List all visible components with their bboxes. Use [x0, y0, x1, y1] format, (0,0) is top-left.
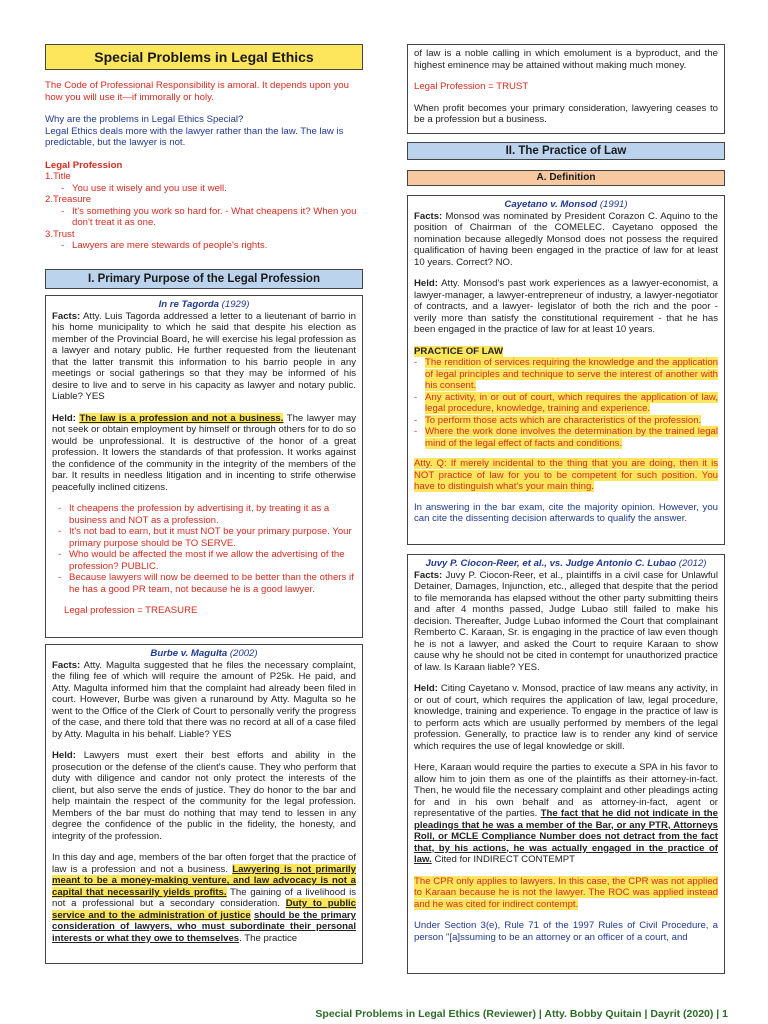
page-footer: Special Problems in Legal Ethics (Reviewer) | Atty. Bobby Quitain | Dayrit (2020) | 1 — [315, 1008, 728, 1020]
tagorda-note: - Who would be affected the most if we allow the advertising of the profession? PUBLIC. — [58, 549, 356, 572]
case-facts — [414, 211, 718, 269]
held-label: Held: — [52, 750, 76, 761]
p2-tail: Cited for INDIRECT CONTEMPT — [434, 854, 576, 865]
case-year: (1929) — [221, 299, 250, 310]
held-label: Held: — [414, 278, 438, 289]
tagorda-tail: Legal profession = TREASURE — [64, 605, 198, 616]
case-held — [414, 278, 718, 336]
lp-trust-list — [61, 240, 365, 252]
p2-highlight: Duty to public service and to the administration of justice — [52, 898, 356, 921]
practice-of-law-heading — [414, 346, 718, 358]
lp-title-list — [61, 183, 365, 195]
intro-section — [45, 80, 365, 252]
case-facts — [414, 570, 718, 674]
lp-trust-bullet: - Lawyers are mere stewards of people's rights. — [61, 240, 365, 252]
tagorda-note: - It's not bad to earn, but it must NOT be your primary purpose. Your primary purpose should be TO SERVE. — [58, 526, 356, 549]
subsection-a-title: A. Definition — [536, 172, 596, 183]
legal-profession-heading: Legal Profession — [45, 159, 123, 171]
continuation-text: of law is a noble calling in which emolument is a byproduct, and the highest eminence may be attained without making much money. — [414, 48, 718, 71]
tagorda-notes — [58, 503, 356, 595]
intro-text: The Code of Professional Responsibility is amoral. It depends upon you how you will use it—if immorally or holy. — [45, 80, 349, 103]
case-box-cayetano — [407, 195, 725, 545]
case-name: Burbe v. Magulta — [150, 648, 228, 659]
p2-highlight: Lawyering is not primarily meant to be a money-making venture, and law advocacy is not a capital that necessarily yields profits. — [52, 863, 356, 898]
facts-label: Facts: — [52, 659, 81, 671]
pol-item-text: To perform those acts which are characteristics of the profession. — [425, 414, 702, 426]
case-year: (2012) — [678, 558, 707, 569]
case-name: Juvy P. Ciocon-Reer, et al., vs. Judge Antonio C. Lubao — [425, 558, 677, 569]
case-title — [414, 558, 718, 570]
case-name: Cayetano v. Monsod — [504, 199, 598, 210]
main-title-banner — [45, 44, 363, 70]
rule-71-note: Under Section 3(e), Rule 71 of the 1997 Rules of Civil Procedure, a person "[a]ssuming to be an attorney or an officer of a court, and — [414, 920, 718, 943]
tagorda-note: - It cheapens the profession by advertising it, by treating it as a business and NOT as a profession. — [58, 503, 356, 526]
held-text: Atty. Monsod's past work experiences as a lawyer-economist, a lawyer-manager, a lawyer-entrepreneur of industry, a lawyer-negotiator of contracts, and a lawyer- legislator of both the rich and the poor - verily more than satisfy the constitutional requirement - that he has been engaged in the practice of law for at least 10 years. — [414, 278, 719, 335]
held-label: Held: — [52, 412, 76, 424]
case-facts — [52, 311, 356, 403]
pol-item — [414, 357, 718, 392]
continuation-box — [407, 44, 725, 134]
case-box-ciocon-reer — [407, 554, 725, 974]
legal-profession-trust: Legal Profession = TRUST — [414, 81, 529, 92]
cpr-text: The CPR only applies to lawyers. In this case, the CPR was not applied to Karaan because he is not the lawyer. The ROC was applied instead and he was cited for indirect contempt. — [414, 875, 718, 910]
facts-text: Atty. Magulta suggested that he files the necessary complaint, the filing fee of which will require the amount of P25k. He paid, and Atty. Magulta informed him that the complaint had already been filed in court. However, Burbe was given a runaround by Atty. Magulta so he went to the Office of the Clerk of Court to personally verify the progress of the case, and there told that there was no record at all of a case filed by Atty. Magulta in his behalf. Liable? YES — [52, 659, 356, 740]
case-title — [414, 199, 718, 211]
held-text: Citing Cayetano v. Monsod, practice of law means any activity, in or out of court, which requires the application of law, legal procedure, knowledge, training and experience. To engage in the practice of law is to perform acts which are usually performed by members of the legal profession. Generally, to practice law is to render any kind of service which requires the use of legal knowledge or skill. — [414, 683, 718, 752]
p2-part: . The practice — [239, 932, 298, 944]
lp-item-treasure: 2.Treasure — [45, 194, 92, 205]
pol-item — [414, 392, 718, 415]
case-held — [52, 413, 356, 494]
p2-bold: The fact that he did not indicate in the pleadings that he was a member of the Bar, or any PTR, Attorneys Roll, or MCLE Compliance Number does not detract from the fact that, by his actions, he was actually engaged in the practice of law. — [414, 808, 719, 865]
p2-part: The gaining of a livelihood is not a professional but a secondary consideration. — [52, 886, 356, 909]
facts-label: Facts: — [52, 310, 81, 322]
cpr-note — [414, 876, 718, 911]
lp-treasure-bullet: - It's something you work so hard for. - What cheapens it? When you don't treat it as one. — [61, 206, 365, 229]
facts-text: Atty. Luis Tagorda addressed a letter to a lieutenant of barrio in his home municipality to which he said that despite his election as member of the Provincial Board, he will exercise his legal profession as a lawyer and notary public. He further requested from the lieutenant that the latter transmit this information to his barrio people in any meetings or social gatherings so that they may be informed of his desire to live and to serve in his capacity as lawyer and notary public. Liable? YES — [52, 310, 356, 402]
case-title — [52, 648, 356, 660]
karaan-paragraph — [414, 762, 718, 866]
p2-part: In this day and age, members of the bar often forget that the practice of law is a profession and not a business. — [52, 852, 356, 875]
case-year: (1991) — [599, 199, 628, 210]
p2-bold: should be the primary consideration of lawyers, who must subordinate their personal interests or what they owe to themselves — [52, 909, 356, 944]
facts-text: Juvy P. Ciocon-Reer, et al., plaintiffs in a civil case for Unlawful Detainer, Damages, Injunction, etc., alleged that despite that the period to file memoranda has elapsed without the other party submitting theirs and after 4 months passed, Judge Lubao still failed to make his decision. Thereafter, Judge Lubao informed the Court that complainant Remberto C. Karaan, Sr. is engaging in the practice of law even though he is not a lawyer, and asked the Court to require Karaan to show cause why he should not be cited in contempt for unauthorized practice of law. Is Karaan liable? YES. — [414, 569, 718, 673]
page-title: Special Problems in Legal Ethics — [94, 49, 314, 65]
pol-item-text: Any activity, in or out of court, which requires the application of law, legal procedure, knowledge, training and experience. — [425, 391, 718, 414]
pol-title: PRACTICE OF LAW — [414, 345, 504, 357]
pol-item — [414, 415, 718, 427]
facts-label: Facts: — [414, 569, 443, 581]
case-held — [414, 683, 718, 752]
case-facts — [52, 660, 356, 741]
pol-item-text: The rendition of services requiring the knowledge and the application of legal principles and technique to serve the interest of another with his consent. — [425, 357, 718, 391]
intro-question: Why are the problems in Legal Ethics Special? — [45, 114, 244, 125]
intro-answer: Legal Ethics deals more with the lawyer rather than the law. The law is predictable, but the lawyer is not. — [45, 125, 344, 148]
pol-item-text: Where the work done involves the determination by the trained legal mind of the legal effect of facts and conditions. — [425, 426, 718, 449]
case-year: (2002) — [229, 648, 258, 659]
case-held — [52, 750, 356, 842]
profit-note: When profit becomes your primary consideration, lawyering ceases to be a profession but a business. — [414, 102, 718, 125]
bar-exam-note: In answering in the bar exam, cite the majority opinion. However, you can cite the dissenting decision afterwards to qualify the answer. — [414, 501, 718, 524]
pol-item — [414, 426, 718, 449]
lp-title-bullet: - You use it wisely and you use it well. — [61, 183, 365, 195]
atty-q-note — [414, 458, 718, 493]
section-1-title: I. Primary Purpose of the Legal Profession — [88, 273, 320, 285]
atty-q-text: Atty. Q: If merely incidental to the thing that you are doing, then it is NOT practice of law for you to be competent for such position. You have to distinguish what's your main thing. — [414, 458, 718, 492]
section-1-banner — [45, 269, 363, 289]
case-box-burbe — [45, 644, 363, 964]
facts-label: Facts: — [414, 210, 443, 222]
lp-item-trust: 3.Trust — [45, 228, 75, 240]
held-label: Held: — [414, 683, 438, 694]
section-2-banner — [407, 142, 725, 160]
held-text: The lawyer may not seek or obtain employment by himself or through others for to do so would be unprofessional. It is destructive of the honor of a great profession. It lowers the standards of that profession. It works against the confidence of the community in the integrity of the members of the bar. It results in needless litigation and in incenting to strife otherwise peacefully inclined citizens. — [52, 412, 356, 493]
subsection-a-banner — [407, 170, 725, 186]
facts-text: Monsod was nominated by President Corazon C. Aquino to the position of Chairman of the COMELEC. Cayetano opposed the nomination because allegedly Monsod does not possess the required qualification of having been engaged in the practice of law for at least 10 years. Correct? NO. — [414, 210, 719, 268]
section-2-title: II. The Practice of Law — [505, 145, 627, 157]
burbe-paragraph-2 — [52, 852, 356, 944]
case-box-tagorda — [45, 295, 363, 638]
lp-item-title: 1.Title — [45, 171, 71, 182]
case-title — [52, 299, 356, 311]
p2-text: Here, Karaan would require the parties to execute a SPA in his favor to allow him to join them as one of the plaintiffs as their attorney-in-fact. Then, he would file the necessary complaint and other pleadings acting for and in his own behalf and as attorney-in-fact, agent or representative of the parties. — [414, 762, 718, 819]
lp-treasure-list — [61, 206, 365, 229]
tagorda-note: - Because lawyers will now be deemed to be better than the others if he has a good PR team, not because he is a good lawyer. — [58, 572, 356, 595]
practice-of-law-list — [414, 357, 718, 449]
held-highlight: The law is a profession and not a business. — [79, 412, 284, 424]
case-name: In re Tagorda — [158, 299, 219, 310]
held-text: Lawyers must exert their best efforts and ability in the prosecution or the defense of the client's cause. They who perform that duty with diligence and candor not only protect the interests of the client, but also serve the ends of justice. They do honor to the bar and help maintain the respect of the community for the legal profession. Members of the bar must do nothing that may tend to lessen in any degree the confidence of the public in the fidelity, the honesty, and integrity of the profession. — [52, 750, 357, 842]
